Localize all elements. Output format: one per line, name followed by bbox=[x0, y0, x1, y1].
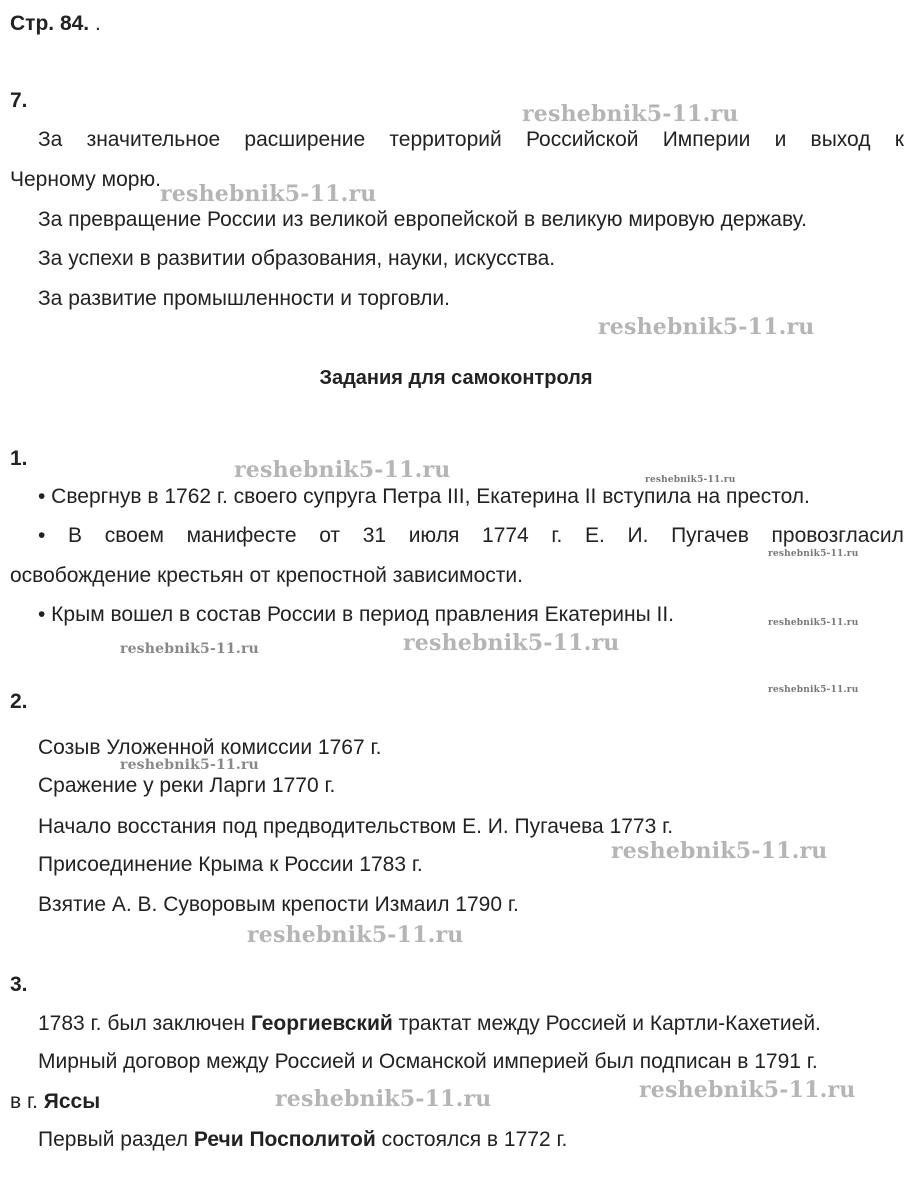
question-1-item-2-word: Пугачев bbox=[671, 524, 749, 547]
page-header bbox=[10, 12, 101, 36]
watermark: reshebnik5-11.ru bbox=[160, 181, 377, 207]
question-1-item-2-cont: освобождение крестьян от крепостной зависимости. bbox=[10, 564, 523, 587]
watermark: reshebnik5-11.ru bbox=[247, 922, 464, 948]
question-1-item-2-word: Е. bbox=[584, 524, 605, 547]
question-1-item-2-word: И. bbox=[627, 524, 649, 547]
task-7-line-2: За превращение России из великой европейской в великую мировую державу. bbox=[38, 208, 807, 231]
q3-line-2-cont-bold: Яссы bbox=[43, 1090, 101, 1113]
page-number: Стр. 84. bbox=[10, 12, 90, 35]
task-7-line-1-word: Российской bbox=[525, 128, 639, 151]
header-mark: . bbox=[94, 12, 101, 35]
event-item: Взятие А. В. Суворовым крепости Измаил 1790 г. bbox=[38, 893, 519, 916]
question-3-line-2-cont bbox=[10, 1090, 100, 1114]
question-1-item-2-word: • bbox=[38, 524, 46, 547]
q3-line-1-pre: 1783 г. был заключен bbox=[38, 1012, 251, 1035]
task-7-line-1-word: расширение bbox=[244, 128, 366, 151]
question-1-item-2-word: В bbox=[68, 524, 83, 547]
task-7-line-1-word: территорий bbox=[389, 128, 502, 151]
watermark: reshebnik5-11.ru bbox=[611, 838, 828, 864]
watermark: reshebnik5-11.ru bbox=[768, 685, 859, 695]
watermark: reshebnik5-11.ru bbox=[768, 549, 859, 559]
q3-line-3-post: состоялся в 1772 г. bbox=[375, 1128, 568, 1151]
task-7-number: 7. bbox=[10, 89, 28, 112]
watermark: reshebnik5-11.ru bbox=[120, 641, 259, 657]
question-1-number: 1. bbox=[10, 447, 28, 470]
question-3-line-2: Мирный договор между Россией и Османской империей был подписан в 1791 г. bbox=[38, 1050, 818, 1073]
question-1-item-2-word: своем bbox=[104, 524, 164, 547]
task-7-line-1-word: к bbox=[894, 128, 904, 151]
question-1-item-2 bbox=[38, 524, 904, 548]
task-7-line-1-cont: Черному морю. bbox=[10, 168, 162, 191]
question-3-line-1 bbox=[38, 1012, 821, 1036]
q3-line-3-bold: Речи Посполитой bbox=[193, 1128, 376, 1151]
q3-line-1-post: трактат между Россией и Картли-Кахетией. bbox=[392, 1012, 821, 1035]
watermark: reshebnik5-11.ru bbox=[234, 457, 451, 483]
question-1-item-2-word: манифесте bbox=[186, 524, 297, 547]
question-1-item-2-word: от bbox=[319, 524, 341, 547]
q3-line-3-pre: Первый раздел bbox=[38, 1128, 194, 1151]
watermark: reshebnik5-11.ru bbox=[403, 630, 620, 656]
section-title: Задания для самоконтроля bbox=[319, 367, 593, 389]
task-7-line-1-word: Империи bbox=[662, 128, 751, 151]
task-7-line-1-word: выход bbox=[810, 128, 871, 151]
question-1-item-2-word: 1774 bbox=[482, 524, 529, 547]
question-1-item-2-word: г. bbox=[551, 524, 563, 547]
watermark: reshebnik5-11.ru bbox=[120, 757, 259, 773]
event-item: Начало восстания под предводительством Е. И. Пугачева 1773 г. bbox=[38, 815, 674, 838]
task-7-line-1 bbox=[38, 128, 904, 152]
question-1-item-2-word: провозгласил bbox=[771, 524, 904, 547]
watermark: reshebnik5-11.ru bbox=[275, 1086, 492, 1112]
watermark: reshebnik5-11.ru bbox=[639, 1077, 856, 1103]
event-item: Созыв Уложенной комиссии 1767 г. bbox=[38, 736, 382, 759]
watermark: reshebnik5-11.ru bbox=[598, 314, 815, 340]
question-1-item-3: • Крым вошел в состав России в период правления Екатерины II. bbox=[38, 603, 674, 626]
task-7-line-1-word: За bbox=[38, 128, 63, 151]
task-7-line-3: За успехи в развитии образования, науки, искусства. bbox=[38, 247, 556, 270]
question-1-item-2-word: 31 bbox=[362, 524, 387, 547]
watermark: reshebnik5-11.ru bbox=[522, 101, 739, 127]
question-2-number: 2. bbox=[10, 690, 28, 713]
q3-line-1-bold: Георгиевский bbox=[250, 1012, 393, 1035]
question-1-item-2-word: июля bbox=[408, 524, 460, 547]
watermark: reshebnik5-11.ru bbox=[645, 475, 736, 485]
q3-line-2-cont-pre: в г. bbox=[10, 1090, 44, 1113]
question-3-line-3 bbox=[38, 1128, 567, 1152]
event-item: Сражение у реки Ларги 1770 г. bbox=[38, 774, 336, 797]
task-7-line-1-word: значительное bbox=[86, 128, 221, 151]
event-item: Присоединение Крыма к России 1783 г. bbox=[38, 853, 423, 876]
question-3-number: 3. bbox=[10, 973, 28, 996]
question-1-item-1: • Свергнув в 1762 г. своего супруга Петра III, Екатерина II вступила на престол. bbox=[38, 485, 810, 508]
watermark: reshebnik5-11.ru bbox=[768, 618, 859, 628]
task-7-line-1-word: и bbox=[774, 128, 787, 151]
task-7-line-4: За развитие промышленности и торговли. bbox=[38, 287, 450, 310]
